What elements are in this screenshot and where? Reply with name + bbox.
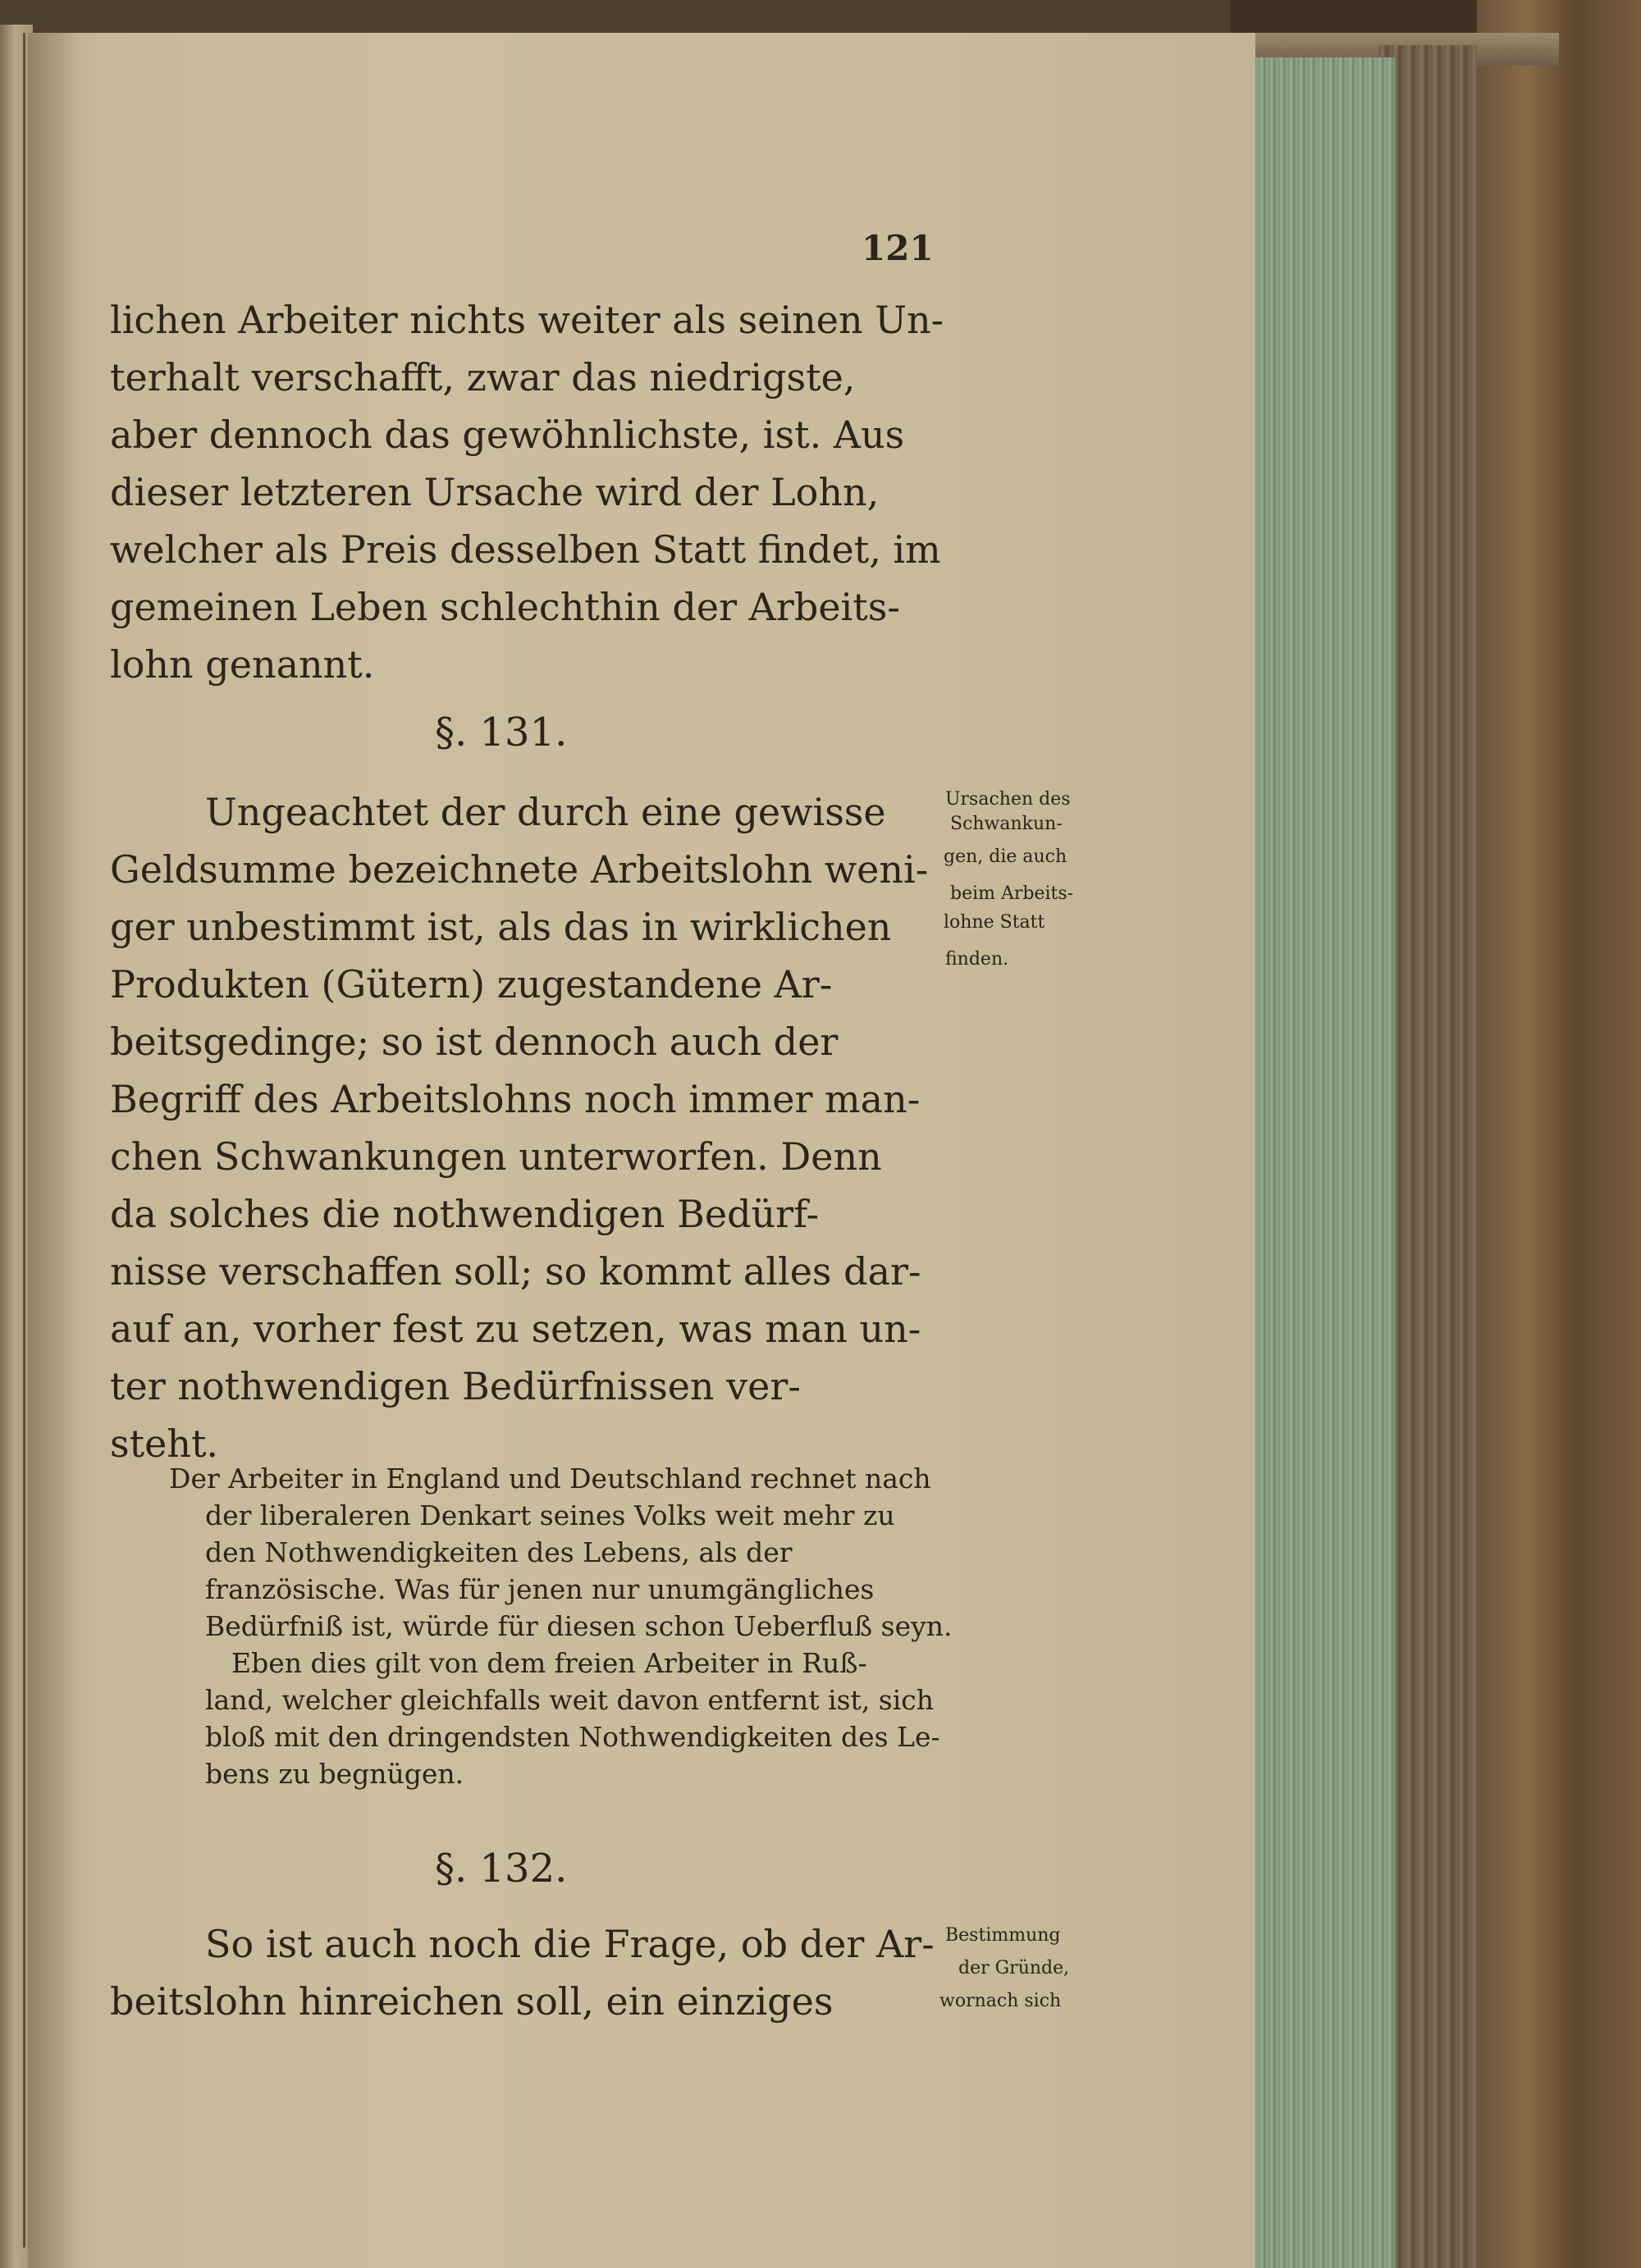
footnote-line: bens zu begnügen. <box>205 1758 464 1790</box>
footnote-line: bloß mit den dringendsten Nothwendigkeiten des Le- <box>205 1721 940 1753</box>
footnote-line: Bedürfniß ist, würde für diesen schon Ueberfluß seyn. <box>205 1610 953 1642</box>
text-line: Geldsumme bezeichnete Arbeitslohn weni- <box>110 847 929 892</box>
book-cover <box>1477 0 1641 2268</box>
margin-note-line: gen, die auch <box>944 847 1067 867</box>
text-line: nisse verschaffen soll; so kommt alles dar- <box>110 1249 921 1294</box>
margin-note-line: lohne Statt <box>944 912 1045 933</box>
section-heading: §. 131. <box>435 710 568 755</box>
text-line: gemeinen Leben schlechthin der Arbeits- <box>110 585 900 629</box>
text-line: Begriff des Arbeitslohns noch immer man- <box>110 1077 921 1121</box>
margin-note-line: finden. <box>945 949 1009 970</box>
margin-note-line: Bestimmung <box>945 1925 1061 1946</box>
margin-note-line: Schwankun- <box>950 814 1063 834</box>
text-line: ger unbestimmt ist, als das in wirklichen <box>110 905 892 949</box>
text-line: terhalt verschafft, zwar das niedrigste, <box>110 355 856 399</box>
footnote-line: französische. Was für jenen nur unumgängliches <box>205 1573 875 1605</box>
text-line: welcher als Preis desselben Statt findet, im <box>110 527 941 572</box>
margin-note-line: beim Arbeits- <box>950 883 1074 904</box>
footnote-line: land, welcher gleichfalls weit davon entfernt ist, sich <box>205 1684 935 1716</box>
page-number: 121 <box>862 228 934 268</box>
text-line: auf an, vorher fest zu setzen, was man un- <box>110 1307 921 1351</box>
text-line: steht. <box>110 1421 219 1466</box>
margin-note-line: Ursachen des <box>945 789 1071 810</box>
section-heading: §. 132. <box>435 1846 568 1892</box>
text-line: Produkten (Gütern) zugestandene Ar- <box>110 962 833 1006</box>
text-line: ter nothwendigen Bedürfnissen ver- <box>110 1364 801 1408</box>
text-line: aber dennoch das gewöhnlichste, ist. Aus <box>110 413 905 457</box>
left-page-edge <box>23 33 25 2247</box>
text-line: So ist auch noch die Frage, ob der Ar- <box>205 1922 935 1966</box>
text-line: Ungeachtet der durch eine gewisse <box>205 790 886 834</box>
text-line: beitslohn hinreichen soll, ein einziges <box>110 1979 834 2024</box>
footnote-line: der liberaleren Denkart seines Volks weit mehr zu <box>205 1499 895 1531</box>
text-line: lichen Arbeiter nichts weiter als seinen Un- <box>110 298 944 342</box>
margin-note-line: wornach sich <box>939 1991 1062 2011</box>
footnote-line: Der Arbeiter in England und Deutschland rechnet nach <box>169 1463 931 1495</box>
gutter-shade <box>28 33 77 2268</box>
margin-note-line: der Gründe, <box>958 1958 1070 1978</box>
page-edges <box>1247 57 1395 2268</box>
text-line: chen Schwankungen unterworfen. Denn <box>110 1134 882 1179</box>
text-line: beitsgedinge; so ist dennoch auch der <box>110 1020 839 1064</box>
text-line: da solches die nothwendigen Bedürf- <box>110 1192 820 1236</box>
text-line: dieser letzteren Ursache wird der Lohn, <box>110 470 880 514</box>
footnote-line: den Nothwendigkeiten des Lebens, als der <box>205 1536 793 1568</box>
footnote-line: Eben dies gilt von dem freien Arbeiter in Ruß- <box>231 1647 867 1679</box>
text-line: lohn genannt. <box>110 642 375 687</box>
